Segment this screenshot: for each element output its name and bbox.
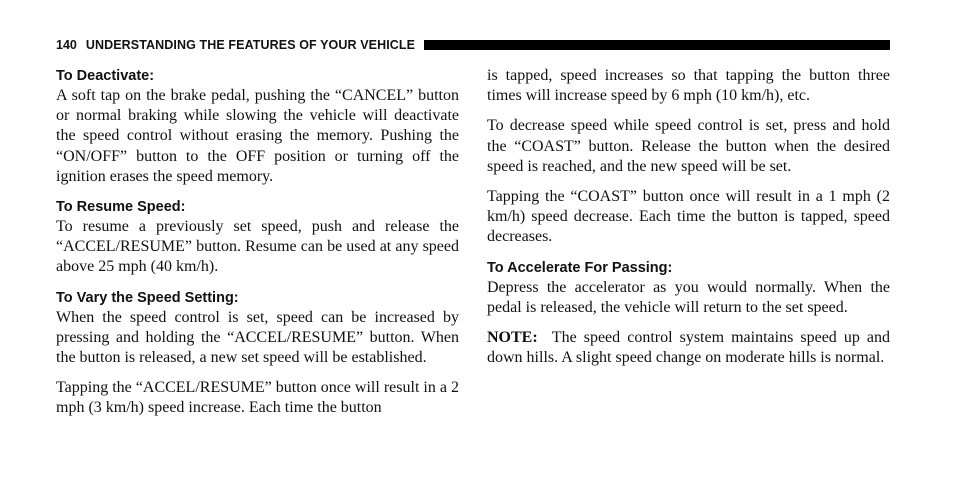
left-column [56,66,459,419]
passing-heading: To Accelerate For Passing: [487,259,673,276]
decrease-paragraph: To decrease speed while speed control is set, press and hold the “COAST” button. Release the button when the desired speed is reached, and the new speed will be set. [487,117,890,175]
vary-heading: To Vary the Speed Setting: [56,289,239,306]
deactivate-paragraph: A soft tap on the brake pedal, pushing the “CANCEL” button or normal braking while slowing the vehicle will deactivate the speed control without erasing the memory. Pushing the “ON/OFF” button to the OFF position or turning off the ignition erases the speed memory. [56,87,459,185]
section-title: UNDERSTANDING THE FEATURES OF YOUR VEHICLE [85,38,416,52]
vary-paragraph: When the speed control is set, speed can be increased by pressing and holding the “ACCEL/RESUME” button. When the button is released, a new set speed will be established. [56,308,459,367]
resume-paragraph: To resume a previously set speed, push and release the “ACCEL/RESUME” button. Resume can be used at any speed above 25 mph (40 km/h). [56,218,459,276]
header-rule [424,40,890,50]
note-text: The speed control system maintains speed up and down hills. A slight speed change on moderate hills is normal. [487,329,891,367]
note-label: NOTE: [487,329,538,347]
right-column [487,66,890,368]
passing-paragraph: Depress the accelerator as you would normally. When the pedal is released, the vehicle will return to the set speed. [487,278,890,316]
deactivate-heading: To Deactivate: [56,68,155,84]
vary-tap-paragraph: Tapping the “ACCEL/RESUME” button once will result in a 2 mph (3 km/h) speed increase. Each time the button [56,379,459,417]
note-paragraph [487,328,890,368]
page-header [56,37,890,53]
page-number: 140 [56,38,77,52]
resume-heading: To Resume Speed: [56,199,186,216]
coast-tap-paragraph: Tapping the “COAST” button once will result in a 1 mph (2 km/h) speed decrease. Each time the button is tapped, speed decreases. [487,188,890,246]
continued-paragraph: is tapped, speed increases so that tapping the button three times will increase speed by 6 mph (10 km/h), etc. [487,67,890,105]
